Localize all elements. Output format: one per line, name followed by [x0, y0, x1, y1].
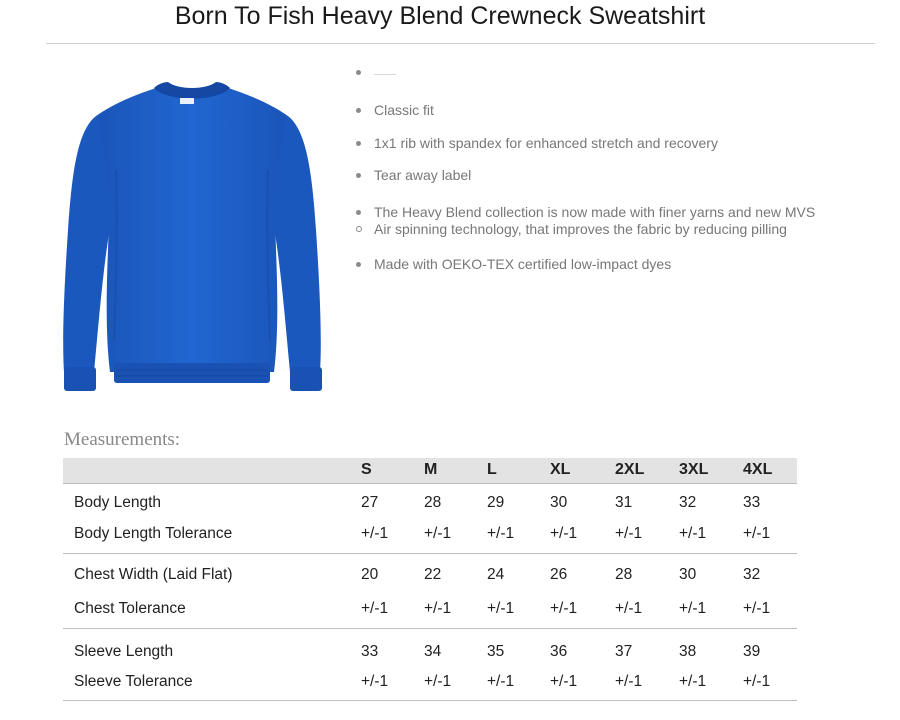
row-label: Chest Width (Laid Flat): [74, 566, 233, 583]
table-cell: 35: [487, 643, 505, 660]
size-header-2xl: 2XL: [615, 461, 645, 478]
table-cell: 28: [615, 566, 633, 583]
table-cell: +/-1: [550, 673, 578, 690]
table-cell: +/-1: [615, 600, 643, 617]
size-header-3xl: 3XL: [679, 461, 709, 478]
row-group-divider: [63, 553, 797, 554]
table-cell: +/-1: [487, 525, 515, 542]
hollow-bullet-icon: [356, 226, 362, 232]
table-cell: 32: [679, 494, 697, 511]
table-cell: +/-1: [424, 600, 452, 617]
bullet-icon: [356, 108, 361, 113]
bullet-icon: [356, 141, 361, 146]
feature-text: The Heavy Blend collection is now made with finer yarns and new MVS: [374, 204, 816, 220]
table-cell: +/-1: [679, 525, 707, 542]
table-cell: 39: [743, 643, 761, 660]
size-header-4xl: 4XL: [743, 461, 773, 478]
table-cell: +/-1: [550, 525, 578, 542]
size-header-s: S: [361, 461, 372, 478]
bullet-icon: [356, 173, 361, 178]
table-cell: +/-1: [424, 673, 452, 690]
table-cell: 28: [424, 494, 442, 511]
feature-text: Tear away label: [374, 167, 472, 183]
row-label: Sleeve Tolerance: [74, 673, 193, 690]
feature-text: Air spinning technology, that improves the fabric by reducing pilling: [374, 221, 787, 237]
row-label: Body Length: [74, 494, 162, 511]
table-cell: 27: [361, 494, 379, 511]
table-cell: 33: [361, 643, 379, 660]
table-cell: 26: [550, 566, 568, 583]
table-cell: +/-1: [679, 600, 707, 617]
table-cell: 22: [424, 566, 442, 583]
table-cell: 33: [743, 494, 761, 511]
feature-text: Classic fit: [374, 102, 434, 118]
size-header-l: L: [487, 461, 497, 478]
table-cell: +/-1: [361, 525, 389, 542]
table-bottom-divider: [63, 700, 797, 701]
bullet-icon: [356, 210, 361, 215]
table-cell: +/-1: [361, 673, 389, 690]
bullet-icon: [356, 262, 361, 267]
table-cell: 32: [743, 566, 761, 583]
table-cell: +/-1: [550, 600, 578, 617]
table-cell: +/-1: [615, 525, 643, 542]
table-cell: 29: [487, 494, 505, 511]
table-cell: 37: [615, 643, 633, 660]
table-cell: +/-1: [487, 600, 515, 617]
table-cell: 20: [361, 566, 379, 583]
table-cell: 30: [550, 494, 568, 511]
table-cell: +/-1: [743, 673, 771, 690]
empty-feature-placeholder: [374, 74, 396, 75]
feature-text: 1x1 rib with spandex for enhanced stretch and recovery: [374, 135, 718, 151]
table-cell: +/-1: [743, 600, 771, 617]
table-cell: 24: [487, 566, 505, 583]
table-cell: 36: [550, 643, 568, 660]
title-divider: [46, 43, 875, 44]
feature-text: Made with OEKO-TEX certified low-impact dyes: [374, 256, 672, 272]
measurements-heading: Measurements:: [64, 429, 181, 450]
table-cell: +/-1: [424, 525, 452, 542]
table-cell: 38: [679, 643, 697, 660]
table-cell: +/-1: [679, 673, 707, 690]
header-divider: [63, 483, 797, 484]
row-group-divider: [63, 628, 797, 629]
table-cell: +/-1: [361, 600, 389, 617]
table-cell: 31: [615, 494, 633, 511]
row-label: Chest Tolerance: [74, 600, 186, 617]
table-cell: 34: [424, 643, 442, 660]
page-title: Born To Fish Heavy Blend Crewneck Sweatshirt: [174, 2, 706, 30]
table-cell: 30: [679, 566, 697, 583]
size-header-xl: XL: [550, 461, 571, 478]
bullet-icon: [356, 70, 361, 75]
row-label: Sleeve Length: [74, 643, 174, 660]
row-label: Body Length Tolerance: [74, 525, 233, 542]
table-cell: +/-1: [743, 525, 771, 542]
sweatshirt-icon: [56, 80, 328, 396]
size-header-m: M: [424, 461, 438, 478]
table-cell: +/-1: [487, 673, 515, 690]
table-cell: +/-1: [615, 673, 643, 690]
table-header: [63, 458, 797, 483]
